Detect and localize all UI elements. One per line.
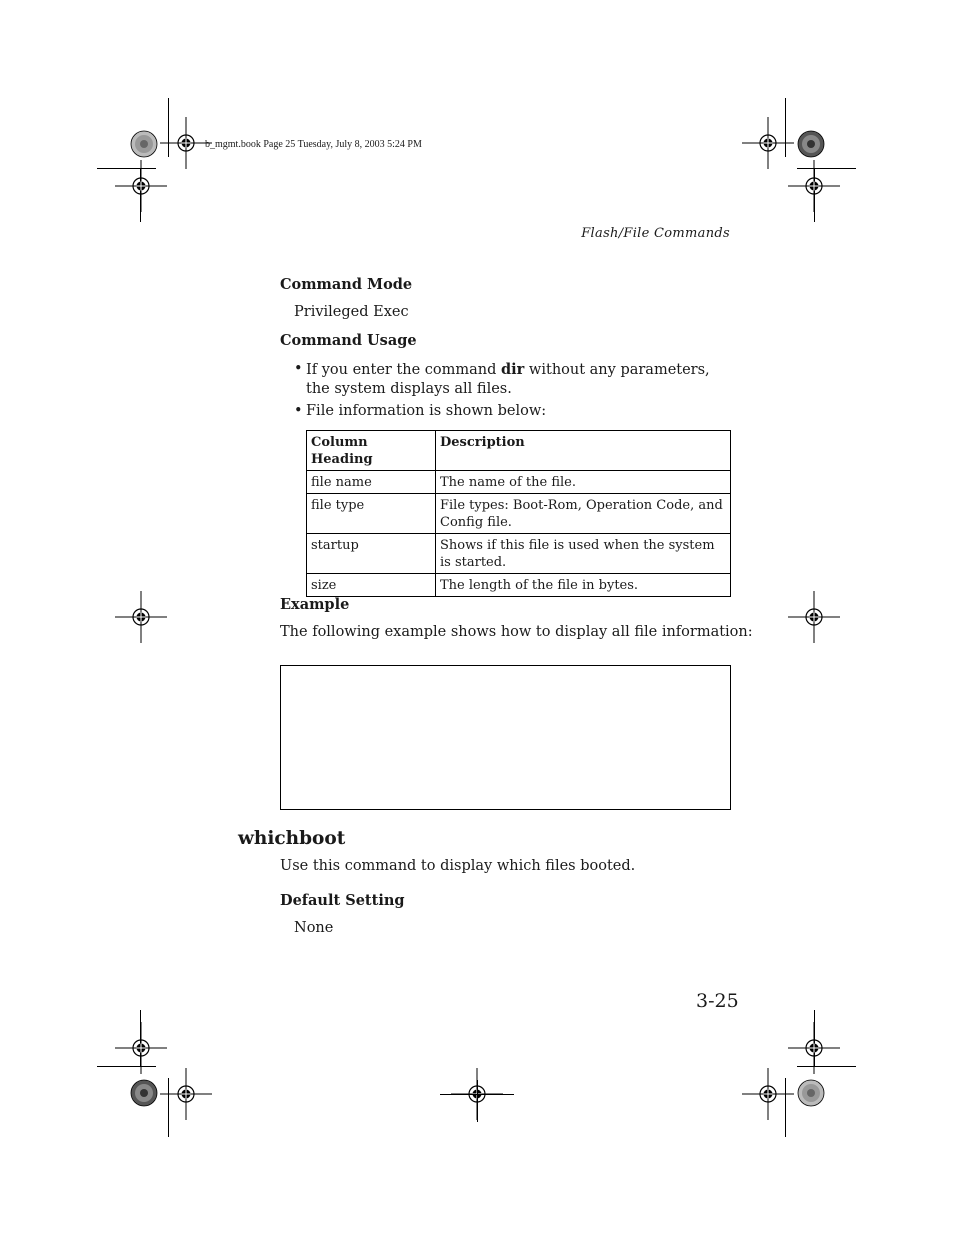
table-cell: size (307, 574, 436, 597)
dir-command: dir (501, 361, 525, 378)
print-slug: b_mgmt.book Page 25 Tuesday, July 8, 2003 5:24 PM (205, 139, 422, 150)
table-cell: startup (307, 534, 436, 574)
description-header: Description (436, 431, 731, 471)
page-number: 3-25 (696, 990, 739, 1012)
running-head (581, 226, 730, 241)
table-row (307, 494, 731, 534)
example-text: The following example shows how to display all file information: (280, 624, 753, 640)
usage-bullet-dir: • If you enter the command dir without any parameters, the system displays all files. (294, 360, 724, 399)
table-row (307, 471, 731, 494)
command-usage-list (294, 360, 724, 421)
table-cell: file name (307, 471, 436, 494)
table-cell: The length of the file in bytes. (436, 574, 731, 597)
command-mode-text: Privileged Exec (294, 304, 409, 320)
default-setting-heading: Default Setting (280, 892, 405, 909)
default-setting-value: None (294, 920, 334, 936)
command-usage-heading: Command Usage (280, 332, 417, 349)
example-output-box (280, 665, 731, 810)
column-heading-header: Column Heading (307, 431, 436, 471)
table-row (307, 574, 731, 597)
section-title-whichboot: whichboot (238, 828, 346, 849)
table-cell: file type (307, 494, 436, 534)
table-cell: File types: Boot-Rom, Operation Code, and Config file. (436, 494, 731, 534)
whichboot-description: Use this command to display which files booted. (280, 858, 636, 874)
file-info-table (306, 430, 731, 597)
table-cell: Shows if this file is used when the system is started. (436, 534, 731, 574)
running-head-text: Flash/File Commands (581, 226, 730, 241)
example-heading: Example (280, 596, 350, 613)
command-mode-heading: Command Mode (280, 276, 413, 293)
table-row (307, 534, 731, 574)
table-cell: The name of the file. (436, 471, 731, 494)
table-header-row (307, 431, 731, 471)
usage-bullet-file-info: • File information is shown below: (294, 402, 724, 421)
